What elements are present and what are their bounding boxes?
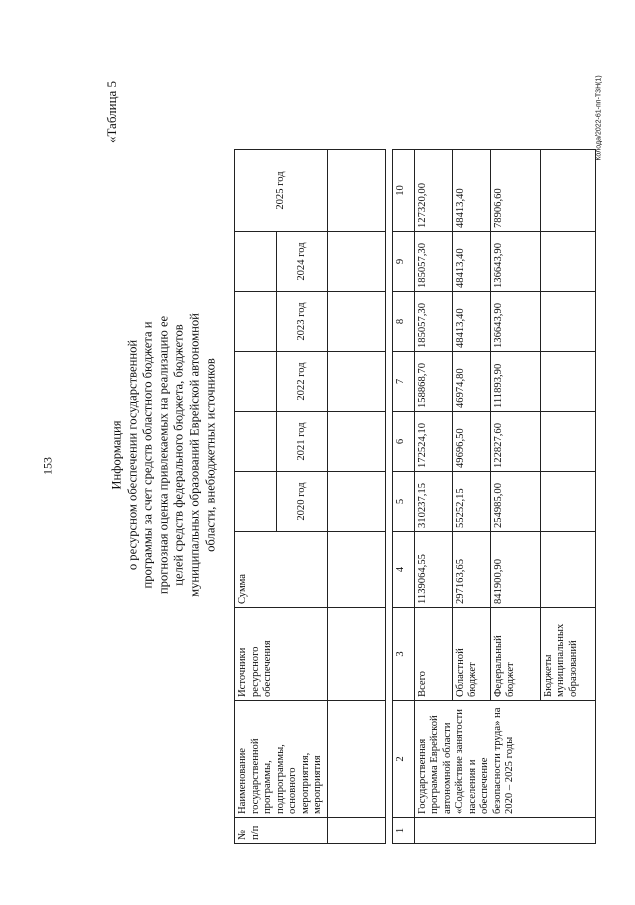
header-empty [327,352,385,412]
header-sum: Сумма [235,532,328,608]
value-cell [540,232,595,292]
header-num: № п/п [235,818,328,844]
page-number: 153 [40,457,55,475]
value-cell: 127320,00 [414,150,452,232]
header-year: 2024 год [277,232,327,292]
num-cell [414,818,595,844]
table-caption: «Таблица 5 [104,80,119,144]
source-cell: Федеральный бюджет [490,608,540,701]
column-number: 1 [392,818,414,844]
value-cell: 185057,30 [414,292,452,352]
header-empty [235,472,277,532]
column-number: 5 [392,472,414,532]
header-sources: Источники ресурсного обеспечения [235,608,328,701]
header-empty [235,292,277,352]
source-cell: Бюджеты муниципальных образований [540,608,595,701]
value-cell: 122827,60 [490,412,540,472]
column-number: 4 [392,532,414,608]
header-empty [327,472,385,532]
header-empty [327,818,385,844]
sum-cell: 297163,65 [452,532,490,608]
header-year: 2021 год [277,412,327,472]
column-number: 10 [392,150,414,232]
header-empty [327,292,385,352]
value-cell: 46974,80 [452,352,490,412]
value-cell: 254985,00 [490,472,540,532]
table-row [414,150,452,844]
header-year: 2020 год [277,472,327,532]
header-year: 2022 год [277,352,327,412]
header-empty [235,232,277,292]
header-year: 2023 год [277,292,327,352]
value-cell: 185057,30 [414,232,452,292]
value-cell: 310237,15 [414,472,452,532]
title-block [109,310,218,600]
source-cell: Областной бюджет [452,608,490,701]
column-number: 6 [392,412,414,472]
value-cell: 48413,40 [452,232,490,292]
header-name: Наименование государственной программы, подпрограммы, основного мероприятия, мероприятия [235,701,328,818]
value-cell: 172524,10 [414,412,452,472]
header-empty [327,412,385,472]
header-empty [327,532,385,608]
value-cell: 55252,15 [452,472,490,532]
header-empty [327,608,385,701]
value-cell [540,352,595,412]
value-cell [540,472,595,532]
program-name-cell: Государственная программа Еврейской автономной области «Содействие занятости населения и обеспечение безопасности труда» на 2020 – 2025 годы [414,701,595,818]
resource-table [234,149,596,844]
value-cell: 136643,90 [490,232,540,292]
value-cell: 111893,90 [490,352,540,412]
header-empty [327,150,385,232]
value-cell [540,292,595,352]
header-year: 2025 год [235,150,328,232]
value-cell [540,412,595,472]
column-number: 3 [392,608,414,701]
column-number: 9 [392,232,414,292]
sum-cell: 1139064,55 [414,532,452,608]
document-stamp: Колода/2022-61-пп-Т3Н(1) [595,75,603,161]
column-number: 8 [392,292,414,352]
value-cell: 48413,40 [452,292,490,352]
source-cell: Всего [414,608,452,701]
title-body: о ресурсном обеспечении государственной программы за счет средств областного бюджета и прогнозная оценка привлекаемых на реализацию ее целей средств федерального бюджета, бюджетов муниципальных образований Еврейской автономной области, внебюджетных источников [125,313,217,597]
header-empty [235,412,277,472]
value-cell: 78906,60 [490,150,540,232]
value-cell: 48413,40 [452,150,490,232]
title-heading: Информация [109,420,124,490]
header-empty [327,701,385,818]
column-number: 2 [392,701,414,818]
resource-table-wrapper [234,150,579,844]
header-empty [327,232,385,292]
header-empty [235,352,277,412]
value-cell: 49696,50 [452,412,490,472]
column-number: 7 [392,352,414,412]
value-cell: 158868,70 [414,352,452,412]
value-cell: 136643,90 [490,292,540,352]
sum-cell: 841900,90 [490,532,540,608]
value-cell [540,150,595,232]
sum-cell [540,532,595,608]
